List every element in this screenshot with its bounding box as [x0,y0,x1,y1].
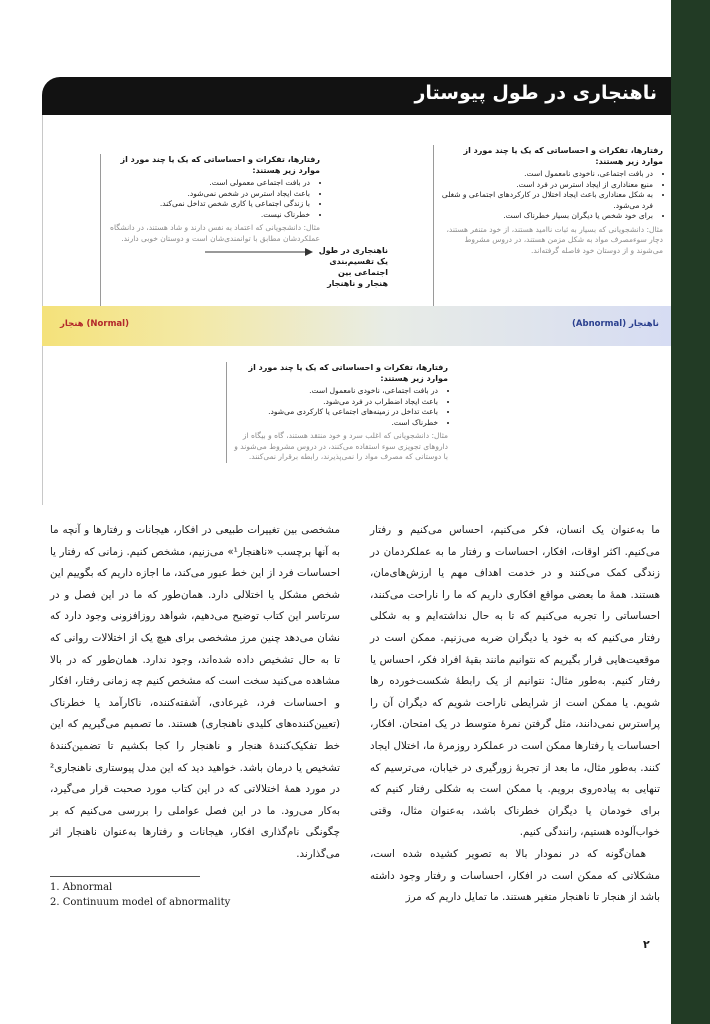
normal-box [100,154,320,310]
list-item: • منبع معناداری از ایجاد استرس در فرد است. [440,180,653,191]
list-item: • در بافت اجتماعی معمولی است. [107,178,310,189]
middle-box-heading: رفتارها، تفکرات و احساساتی که یک یا چند مورد از موارد زیر هستند: [248,363,448,383]
list-item: • باعث تداخل در زمینه‌های اجتماعی یا کارکردی می‌شود. [233,407,438,418]
paragraph: همان‌گونه که در نمودار بالا به تصویر کشیده شده است، مشکلاتی که ممکن است در افکار، احساسات و رفتار وجود داشته باشد از هنجار تا ناهنجار متغیر هستند. ما تمایل داریم که مرز [370,847,660,904]
continuum-bar [42,306,671,346]
normal-box-example: مثال: دانشجویانی که اعتماد به نفس دارند و شاد هستند، در دانشگاه عملکردشان مطابق با توانمندی‌شان است و دوستان خوبی دارند. [110,223,320,243]
normal-box-list [107,178,320,220]
right-edge-band [671,0,710,1024]
list-item: • برای خود شخص یا دیگران بسیار خطرناک است. [440,211,653,222]
abnormal-label: ناهنجار (Abnormal) [572,319,659,329]
normal-label: هنجار (Normal) [60,319,129,329]
body-column-right [370,520,660,909]
footnote: 2. Continuum model of abnormality [50,897,231,908]
list-item: • خطرناک است. [233,418,438,429]
middle-box [226,362,448,463]
abnormal-box-list [440,169,663,222]
abnormal-box-example: مثال: دانشجویانی که بسیار به ثبات ناامید هستند، از خود متنفر هستند، دچار سوء‌مصرف مواد به شکل مزمن هستند، در دروس مشروط می‌شوند و از دوستان خود فاصله گرفته‌اند. [446,224,663,255]
paragraph: مشخصی بین تغییرات طبیعی در افکار، هیجانات و رفتارها و آنچه ما به آنها برچسب «ناهنجار¹» می‌زنیم، مشخص کنیم. زمانی که رفتار یا احساسات فرد از این خط عبور می‌کند، ما اجازه داریم که بگوییم این شخص مشکل یا اختلالی دارد. همان‌طور که ما در این فصل و در سرتاسر این کتاب توضیح می‌دهیم، شواهد روزافزونی وجود دارد که نشان می‌دهد چنین مرز مشخصی برای هیچ یک از اختلالات روانی که تا به حال تشخیص داده شده‌اند، وجود ندارد. همان‌طور که در بالا مشاهده می‌کنید سخت است که مشخص کنیم چه زمانی رفتار، افکار و احساسات فرد، غیرعادی، آشفته‌کننده، ناکارآمد یا خطرناک (تعیین‌کننده‌های کلیدی ناهنجاری) هستند. ما تصمیم می‌گیریم که این خط تفکیک‌کنندهٔ هنجار و ناهنجار را کجا بکشیم تا تضمین‌کنندهٔ تشخیص یا درمان باشد. خواهید دید که این مدل پیوستاری ناهنجاری² در مورد همهٔ اختلالاتی که در این کتاب مورد صحبت قرار می‌گیرد، به‌کار می‌رود. ما در این فصل عواملی را بررسی می‌کنیم که بر چگونگی نام‌گذاری افکار، هیجانات و رفتارها به‌عنوان ناهنجار اثر می‌گذارند. [50,524,340,860]
list-item: • باعث ایجاد اضطراب در فرد می‌شود. [233,397,438,408]
normal-box-heading: رفتارها، تفکرات و احساساتی که یک یا چند مورد از موارد زیر هستند: [120,155,320,175]
list-item: • به شکل معناداری باعث ایجاد اختلال در کارکردهای اجتماعی و شغلی فرد می‌شود. [440,190,653,211]
list-item: • در بافت اجتماعی، ناخودی نامعمول است. [440,169,653,180]
title-bar [42,77,671,115]
list-item: • در بافت اجتماعی، ناخودی نامعمول است. [233,386,438,397]
list-item: • با زندگی اجتماعی یا کاری شخص تداخل نمی‌کند. [107,199,310,210]
arrow-label: ناهنجاری در طول یک تقسیم‌بندی اجتماعی بین هنجار و ناهنجار [318,246,388,288]
abnormal-box-heading: رفتارها، تفکرات و احساساتی که یک یا چند مورد از موارد زیر هستند: [463,146,663,166]
page-title: ناهنجاری در طول پیوستار [414,82,657,104]
middle-box-list [233,386,448,428]
footnote: 1. Abnormal [50,882,113,893]
middle-box-example: مثال: دانشجویانی که اغلب سرد و خود منتقد هستند، گاه و بیگاه از داروهای تجویزی سوء استفاده می‌کنند، در دروس مشروط می‌شوند و با دوستانی که مصرف مواد را نمی‌پذیرند، رابطه برقرار نمی‌کنند. [234,431,448,461]
list-item: • خطرناک نیست. [107,210,310,221]
page-number: ۲ [643,938,650,951]
body-column-left [50,520,340,866]
arrow-right-icon [205,246,315,258]
abnormal-box [433,145,663,315]
paragraph: ما به‌عنوان یک انسان، فکر می‌کنیم، احساس می‌کنیم و رفتار می‌کنیم. اکثر اوقات، افکار، احساسات و رفتار ما به عملکردمان در زندگی کمک می‌کنند و در خدمت اهداف مهم یا ارزش‌های‌مان، هستند. همهٔ ما بعضی مواقع افکاری داریم که ما را ناراحت می‌کنند، احساساتی را تجربه می‌کنیم که تا به حال نداشته‌ایم و به شکلی رفتار می‌کنیم که به خود یا دیگران ضربه می‌زنیم. ممکن است در موقعیت‌هایی قرار بگیریم که نتوانیم مانند بقیهٔ افراد فکر، احساس یا رفتار کنیم. به‌طور مثال: نتوانیم از یک رابطهٔ شکست‌خورده رها شویم. یا ممکن است از شرایطی ناراحت شویم که دیگران آن را پراسترس نمی‌دانند، مثل گرفتن نمرهٔ متوسط در یک امتحان. افکار، احساسات یا رفتارها ممکن است در عملکرد روزمرهٔ ما، اختلال ایجاد کنند. به‌طور مثال، ما بعد از تجربهٔ زورگیری در خیابان، می‌ترسیم که تنهایی به پیاده‌روی برویم. یا ممکن است به شکلی رفتار کنیم که برای خودمان یا دیگران خطرناک باشد، به‌عنوان مثال، وقتی خواب‌آلوده هستیم، رانندگی کنیم. [370,524,660,839]
footnote-divider [50,876,200,877]
list-item: • باعث ایجاد استرس در شخص نمی‌شود. [107,189,310,200]
